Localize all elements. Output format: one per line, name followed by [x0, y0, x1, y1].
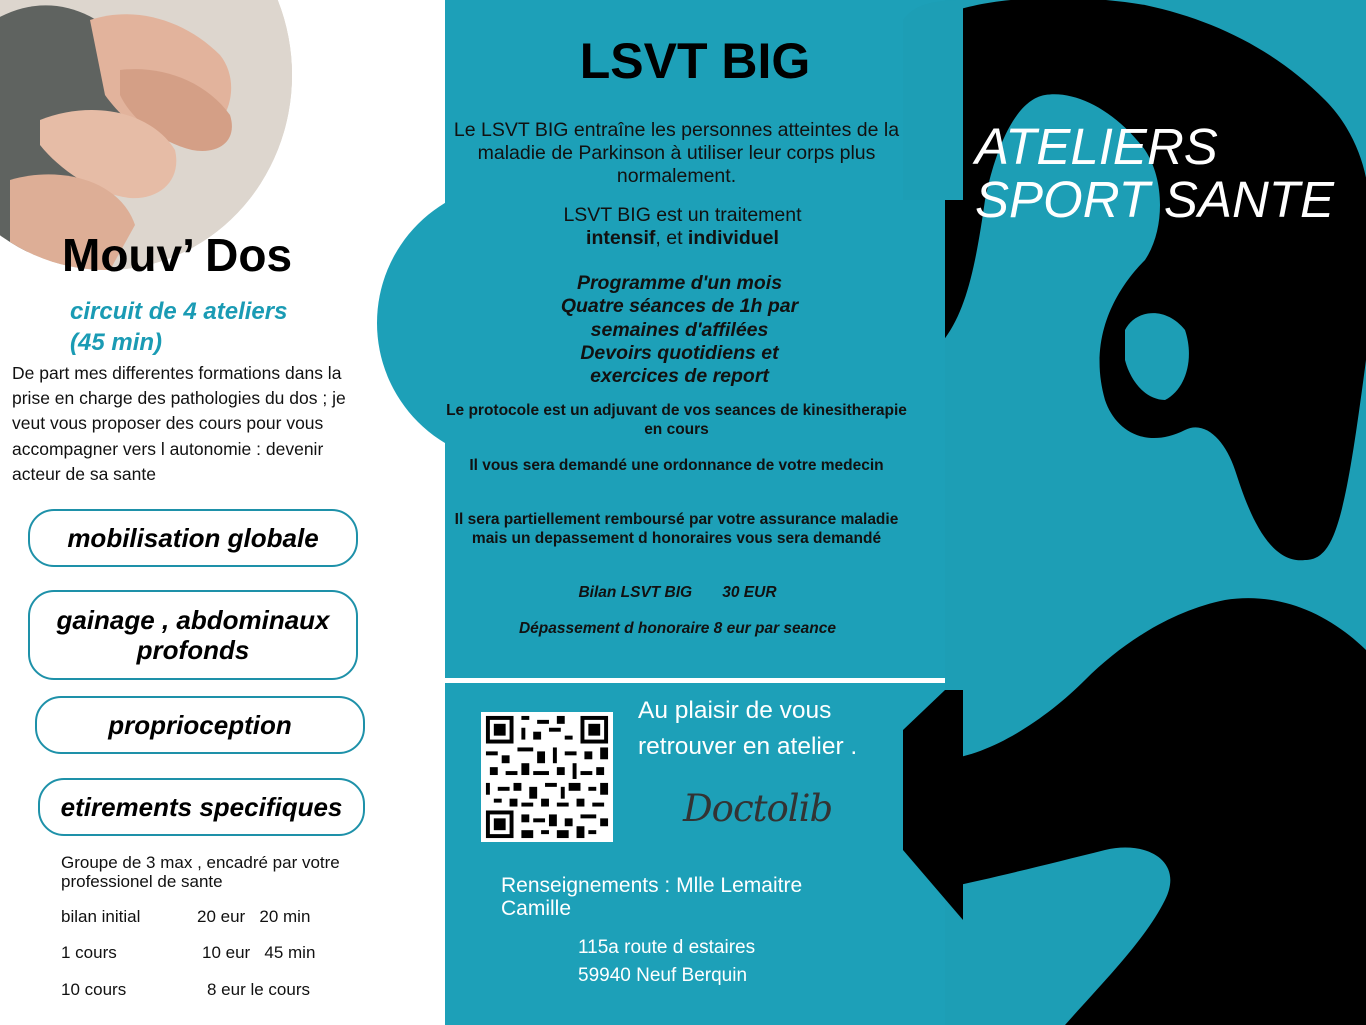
program-item: Devoirs quotidiens et [580, 341, 779, 364]
remboursement-note: Il sera partiellement remboursé par votre assurance maladie mais un depassement d honoraires vous sera demandé [454, 511, 899, 547]
plaisir-text [638, 693, 857, 765]
intro-text: De part mes differentes formations dans la prise en charge des pathologies du dos ; je veut vous proposer des cours pour vous accompagner vers l autonomie : devenir acteur de sa sante [12, 363, 346, 484]
silhouette-head-art [903, 0, 963, 200]
circuit-subtitle-line2: (45 min) [70, 329, 163, 356]
treatment-intensif: intensif [586, 227, 656, 249]
silhouette-foot-edge [903, 690, 963, 920]
bilan-price: Bilan LSVT BIG 30 EUR [578, 584, 777, 601]
workshop-pill-mobilisation: mobilisation globale [28, 509, 358, 567]
ordonnance-note: Il vous sera demandé une ordonnance de votre medecin [469, 457, 884, 474]
qr-code-art [481, 712, 613, 842]
lsvt-treatment [444, 204, 921, 250]
workshop-pill-gainage: gainage , abdominaux profonds [28, 590, 358, 680]
program-item: Quatre séances de 1h par [560, 295, 799, 318]
treatment-individuel: individuel [687, 227, 779, 249]
program-item: exercices de report [590, 365, 769, 388]
workshop-pill-proprioception: proprioception [35, 696, 365, 754]
price-label: 1 cours [61, 943, 117, 962]
qr-code-icon[interactable] [481, 712, 613, 842]
program-list [444, 272, 915, 388]
circuit-subtitle-line1: circuit de 4 ateliers [70, 298, 288, 325]
price-row [61, 980, 361, 1000]
middle-divider [445, 678, 945, 683]
ateliers-title-line1: ATELIERS [975, 118, 1218, 175]
mouv-dos-title: Mouv’ Dos [62, 229, 293, 281]
ateliers-title-line2: SPORT SANTE [975, 171, 1334, 228]
treatment-line [444, 227, 921, 250]
contact-text: Renseignements : Mlle Lemaitre Camille [501, 874, 803, 920]
lsvt-description: Le LSVT BIG entraîne les personnes atteintes de la maladie de Parkinson à utiliser leur corps plus normalement. [453, 119, 900, 187]
price-value: 20 eur 20 min [197, 907, 311, 926]
price-value: 10 eur 45 min [202, 943, 316, 962]
address-street: 115a route d estaires [578, 937, 756, 958]
doctolib-logo[interactable]: Doctolib [683, 787, 833, 830]
protocol-note: Le protocole est un adjuvant de vos seances de kinesitherapie en cours [446, 402, 907, 438]
group-note: Groupe de 3 max , encadré par votre professionel de sante [61, 853, 340, 891]
silhouette-head-edge [903, 0, 963, 200]
price-label: bilan initial [61, 907, 141, 926]
price-row [61, 907, 361, 927]
lsvt-title: LSVT BIG [579, 33, 811, 89]
treatment-sep: , et [655, 227, 688, 249]
workshop-pill-etirements: etirements specifiques [38, 778, 365, 836]
address [578, 934, 755, 990]
silhouette-foot-art [903, 690, 963, 920]
price-value: 8 eur le cours [207, 980, 310, 999]
price-label: 10 cours [61, 980, 127, 999]
plaisir-line2: retrouver en atelier . [638, 733, 858, 760]
circuit-subtitle [70, 296, 287, 358]
ateliers-title [975, 120, 1334, 226]
treatment-prefix: LSVT BIG est un traitement [563, 204, 802, 226]
program-item: semaines d'affilées [590, 318, 769, 341]
address-city: 59940 Neuf Berquin [578, 965, 748, 986]
depassement-price: Dépassement d honoraire 8 eur par seance [518, 620, 837, 637]
program-item: Programme d'un mois [576, 272, 783, 294]
price-row [61, 943, 361, 963]
plaisir-line1: Au plaisir de vous [638, 697, 832, 724]
